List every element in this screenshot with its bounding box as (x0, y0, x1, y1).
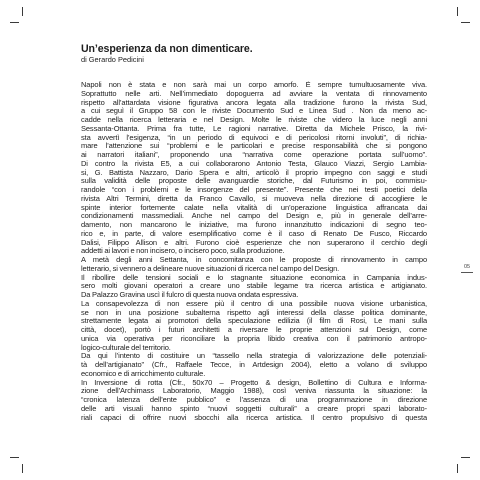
body-line: sta avvertì l’esigenza, “in un periodo di equivoci e di pericolosi ritorni involuti”, di richia- (81, 133, 427, 142)
body-line: damento, non mancarono le iniziative, ma furono innanzitutto indicazioni di segno teo- (81, 221, 427, 229)
body-line: In Inversione di rotta (Cfr., 50x70 – Progetto & design, Bollettino di Cultura e Informa- (81, 378, 427, 387)
article-author: di Gerardo Pedicini (81, 55, 144, 64)
body-line: riali capaci di offrire nuovi sbocchi alla ricerca artistica. Il centro propulsivo di questa (81, 413, 427, 422)
crop-mark (461, 457, 470, 458)
body-line: logico-culturale del territorio. (81, 343, 171, 352)
body-line: economico e di arricchimento culturale. (81, 369, 206, 378)
body-line: Sessanta-Ottanta. Prima fra tutte, Le ragioni narrative. Diretta da Michele Prisco, la rivi- (81, 124, 427, 133)
body-line: Da Palazzo Gravina uscì il fulcro di questa nuova ondata espressiva. (81, 291, 299, 299)
body-line: si, G. Battista Nazzaro, Dario Spera e altri, articolò il proprio impegno con saggi e studi (81, 168, 427, 177)
body-line: unica via operativa per riconciliare la propria libido creativa con il patrimonio antropo- (81, 334, 427, 343)
body-line: sero molti giovani operatori a creare uno stabile legame tra ricerca artistica e artigianato. (81, 282, 427, 291)
body-line: Napoli non è stata e non sarà mai un corpo amorfo. È sempre tumultuosamente viva. (81, 81, 427, 89)
page-number: 05 (464, 264, 471, 270)
page-number-rule (461, 272, 473, 273)
body-line: zione dell’Archimass Laboratorio, Maggio 1988), così veniva riassunta la situazione: la (81, 387, 427, 396)
body-line: condizionamenti massmediali. Anche nel campo del Design e, più in generale dell’arre- (81, 212, 427, 221)
body-line: addetti ai lavori e non incisero, o incisero poco, sulla produzione. (81, 247, 285, 256)
article-title: Un’esperienza da non dimenticare. (81, 43, 253, 55)
body-line: Dalisi, Filippo Allison e altri. Furono cioè esperienze che non superarono il cerchio degli (81, 238, 427, 247)
crop-mark (22, 464, 23, 473)
body-line: rico e, in parte, di valore esemplificativo come è il caso di Renato De Fusco, Riccardo (81, 229, 427, 238)
body-line: a cui seguì il Gruppo 58 con le riviste Documento Sud e Linea Sud . Non da meno ac- (81, 107, 427, 116)
body-line: letterario, si vennero a delineare nuove situazioni di ricerca nel campo del Design. (81, 264, 340, 273)
body-line: rivista Altri Termini, diretta da Franco Cavallo, si muoveva nella direzione di accogliere le (81, 194, 427, 203)
body-line: Soprattutto nelle arti. Nell’immediato dopoguerra ad avviare la ventata di rinnovamento (81, 89, 427, 98)
crop-mark (461, 22, 470, 23)
body-line: sulla validità delle proposte delle avanguardie storiche, dal Futurismo in poi, commisu- (81, 177, 427, 186)
body-line: “cronica latenza dell’ente pubblico” e l’assenza di una programmazione in direzione (81, 396, 427, 404)
body-line: Da qui l’intento di costituire un “tassello nella strategia di valorizzazione delle potenziali- (81, 352, 427, 361)
body-line: cadde nella ricerca letteraria e nel Design. Molte le riviste che videro la luce negli anni (81, 116, 427, 124)
body-line: tà dell’artigianato” (Cfr., Raffaele Tecce, in Artdesign 2004), eletto a volano di sviluppo (81, 361, 427, 369)
body-line: La consapevolezza di non essere più il centro di una possibile nuova visione urbanistica, (81, 299, 427, 308)
body-line: A metà degli anni Settanta, in concomitanza con le proposte di rinnovamento in campo (81, 256, 427, 264)
body-line: Di contro la rivista E5, a cui collaborarono Antonio Testa, Glauco Viazzi, Sergio Lambia- (81, 159, 427, 168)
body-line: città, docet), portò i futuri architetti a riversare le proprie attenzioni sul Design, come (81, 326, 427, 334)
crop-mark (10, 22, 19, 23)
body-line: se non in una posizione subalterna rispetto agli interessi della classe politica dominante, (81, 308, 427, 317)
body-line: Il ribollire delle tensioni sociali e lo stagnante situazione economica in Campania indus- (81, 273, 427, 282)
article-body (81, 81, 427, 422)
body-line: spinte interior fortemente calate nella vitalità di un’operazione linguistica affrancata dai (81, 203, 427, 212)
article (81, 43, 427, 422)
crop-mark (10, 457, 19, 458)
crop-mark (457, 7, 458, 16)
body-line: mare l’attenzione sui “problemi e le particolari e precise responsabilità che si pongono (81, 142, 427, 151)
body-line: rispetto all’attardata visione figurativa ancora legata alla tradizione furono la rivista Sud, (81, 98, 427, 107)
body-line: delle arti visuali hanno spinto “nuovi soggetti culturali” a creare propri spazi laborato- (81, 404, 427, 413)
crop-mark (457, 464, 458, 473)
crop-mark (22, 7, 23, 16)
body-line: randole “con i problemi e le insorgenze del presente”. Presente che nei testi poetici della (81, 186, 427, 194)
body-line: strettamente legata ai promotori della speculazione edilizia (il film di Rosi, Le mani sulla (81, 317, 427, 326)
body-line: ai narratori italiani”, proponendo una “narrativa come operazione portata sull’uomo”. (81, 151, 427, 159)
